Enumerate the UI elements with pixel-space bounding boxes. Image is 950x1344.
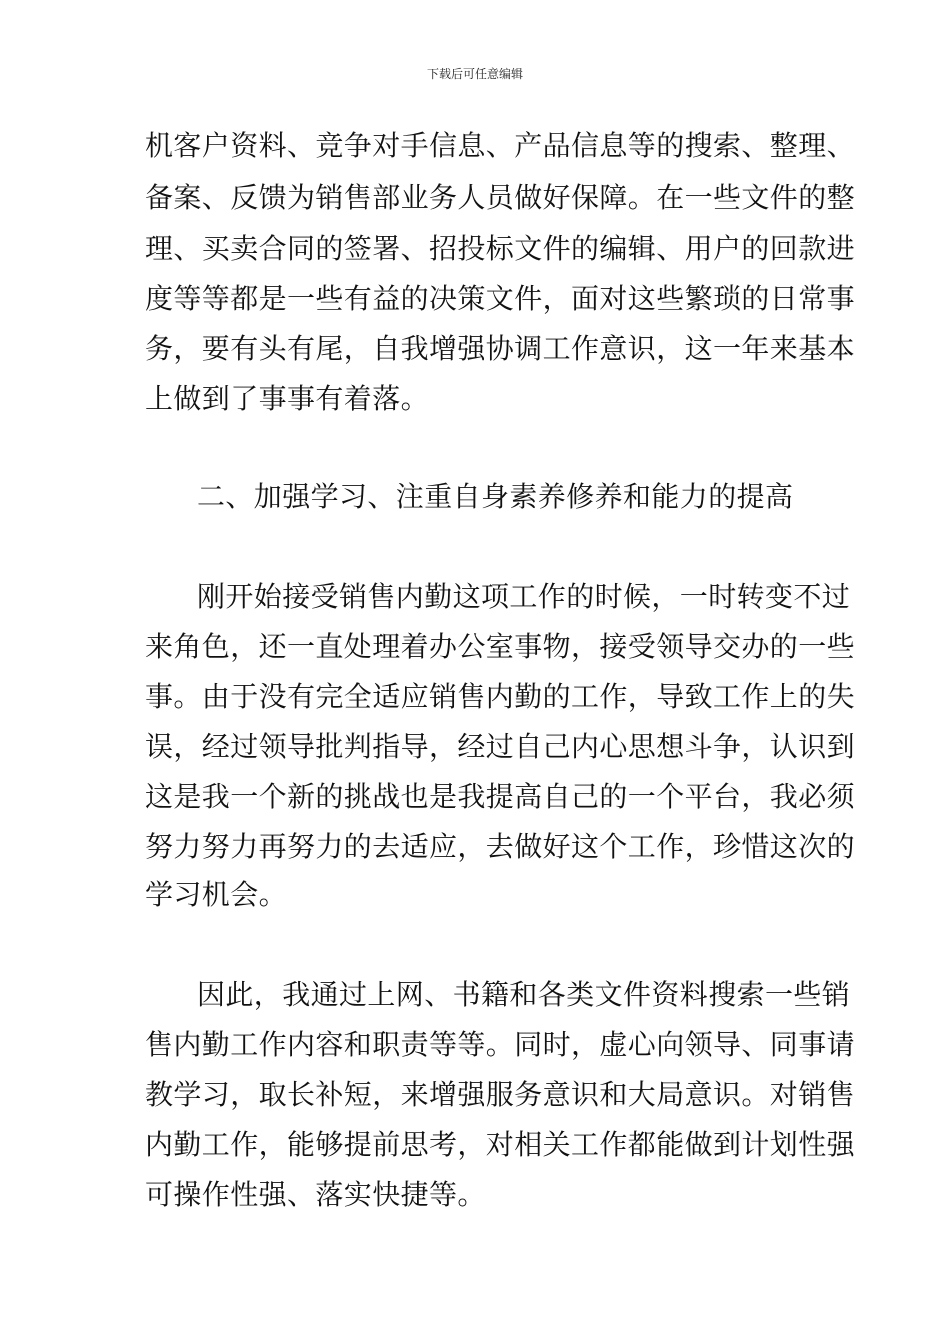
text-line: 务，要有头有尾，自我增强协调工作意识，这一年来基本: [145, 332, 856, 365]
text-line: 事。由于没有完全适应销售内勤的工作，导致工作上的失: [145, 680, 856, 713]
text-line: 内勤工作，能够提前思考，对相关工作都能做到计划性强: [145, 1128, 856, 1161]
text-line: 因此，我通过上网、书籍和各类文件资料搜索一些销: [197, 978, 851, 1011]
text-line: 可操作性强、落实快捷等。: [145, 1178, 486, 1211]
text-line: 上做到了事事有着落。: [145, 382, 430, 415]
text-line: 刚开始接受销售内勤这项工作的时候，一时转变不过: [197, 580, 851, 613]
section-heading: 二、加强学习、注重自身素养修养和能力的提高: [197, 480, 794, 513]
text-line: 理、买卖合同的签署、招投标文件的编辑、用户的回款进: [145, 232, 856, 265]
page-header: 下载后可任意编辑: [426, 67, 523, 81]
text-line: 这是我一个新的挑战也是我提高自己的一个平台，我必须: [145, 780, 856, 813]
text-line: 售内勤工作内容和职责等等。同时，虚心向领导、同事请: [145, 1028, 856, 1061]
text-line: 努力努力再努力的去适应，去做好这个工作，珍惜这次的: [145, 830, 856, 863]
text-line: 学习机会。: [145, 878, 288, 911]
text-line: 教学习，取长补短，来增强服务意识和大局意识。对销售: [145, 1078, 856, 1111]
text-line: 来角色，还一直处理着办公室事物，接受领导交办的一些: [145, 630, 856, 663]
text-line: 误，经过领导批判指导，经过自己内心思想斗争，认识到: [145, 730, 856, 763]
text-line: 备案、反馈为销售部业务人员做好保障。在一些文件的整: [145, 181, 856, 214]
text-line: 度等等都是一些有益的决策文件，面对这些繁琐的日常事: [145, 282, 856, 315]
text-line: 机客户资料、竞争对手信息、产品信息等的搜索、整理、: [145, 129, 856, 162]
